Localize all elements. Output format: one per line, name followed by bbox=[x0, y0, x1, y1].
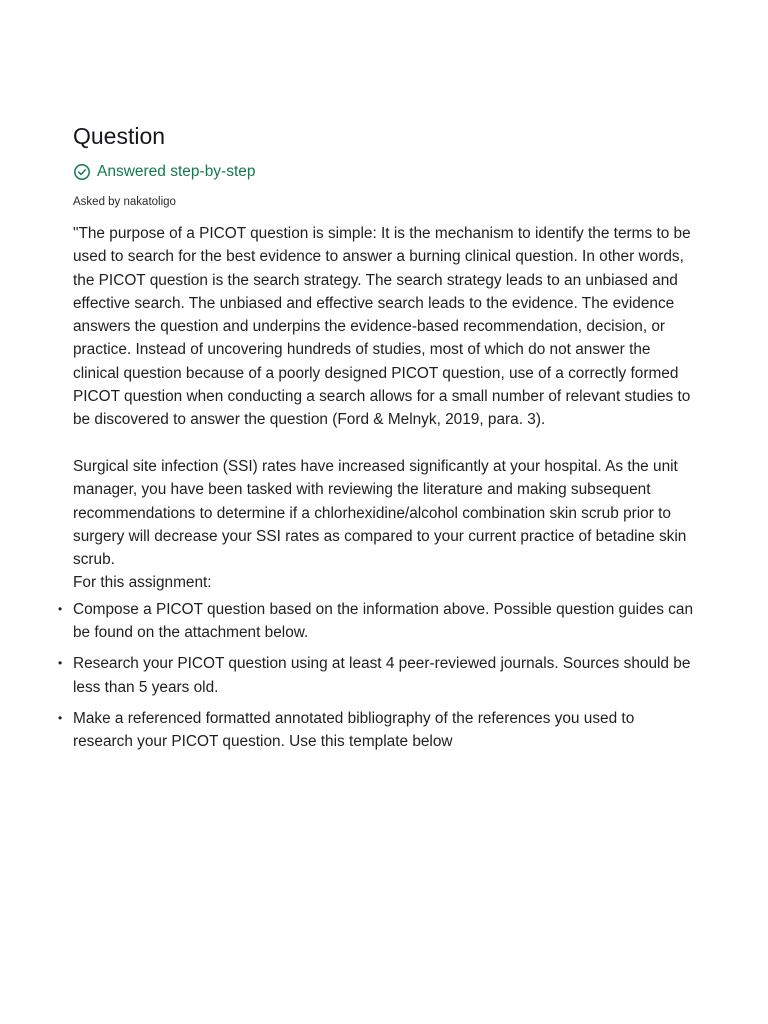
answered-status bbox=[73, 161, 695, 183]
check-circle-icon bbox=[73, 163, 91, 181]
list-item-text: Compose a PICOT question based on the information above. Possible question guides can be found on the attachment below. bbox=[73, 600, 693, 642]
assignment-intro: For this assignment: bbox=[73, 574, 212, 592]
list-item bbox=[58, 652, 695, 699]
assignment-list bbox=[58, 598, 695, 754]
list-item bbox=[58, 598, 695, 645]
question-paragraph-1: "The purpose of a PICOT question is simple: It is the mechanism to identify the terms to be used to search for the best evidence to answer a burning clinical question. In other words, the PICOT question is the search strategy. The search strategy leads to an unbiased and effective search. The unbiased and effective search leads to the evidence. The evidence answers the question and underpins the evidence-based recommendation, decision, or practice. Instead of uncovering hundreds of studies, most of which do not answer the clinical question because of a poorly designed PICOT question, use of a correctly formed PICOT question when conducting a search allows for a small number of relevant studies to be discovered to answer the question (Ford & Melnyk, 2019, para. 3). bbox=[73, 225, 691, 429]
bullet: • bbox=[58, 656, 63, 671]
question-card bbox=[58, 118, 695, 762]
list-item bbox=[58, 707, 695, 754]
list-item-text: Make a referenced formatted annotated bibliography of the references you used to research your PICOT question. Use this template below bbox=[73, 709, 635, 751]
bullet: • bbox=[58, 710, 63, 725]
question-paragraph-2: Surgical site infection (SSI) rates have increased significantly at your hospital. As the unit manager, you have been tasked with reviewing the literature and making subsequent recommendations to determine if a chlorhexidine/alcohol combination skin scrub prior to surgery will decrease your SSI rates as compared to your current practice of betadine skin scrub. bbox=[73, 457, 687, 569]
asked-by bbox=[73, 194, 695, 210]
asked-by-user: nakatoligo bbox=[123, 196, 176, 208]
page-title: Question bbox=[73, 123, 166, 149]
asked-by-prefix: Asked by bbox=[73, 196, 121, 208]
list-item-text: Research your PICOT question using at least 4 peer-reviewed journals. Sources should be less than 5 years old. bbox=[73, 655, 691, 696]
bullet: • bbox=[58, 601, 63, 616]
answered-status-label: Answered step-by-step bbox=[97, 163, 256, 180]
